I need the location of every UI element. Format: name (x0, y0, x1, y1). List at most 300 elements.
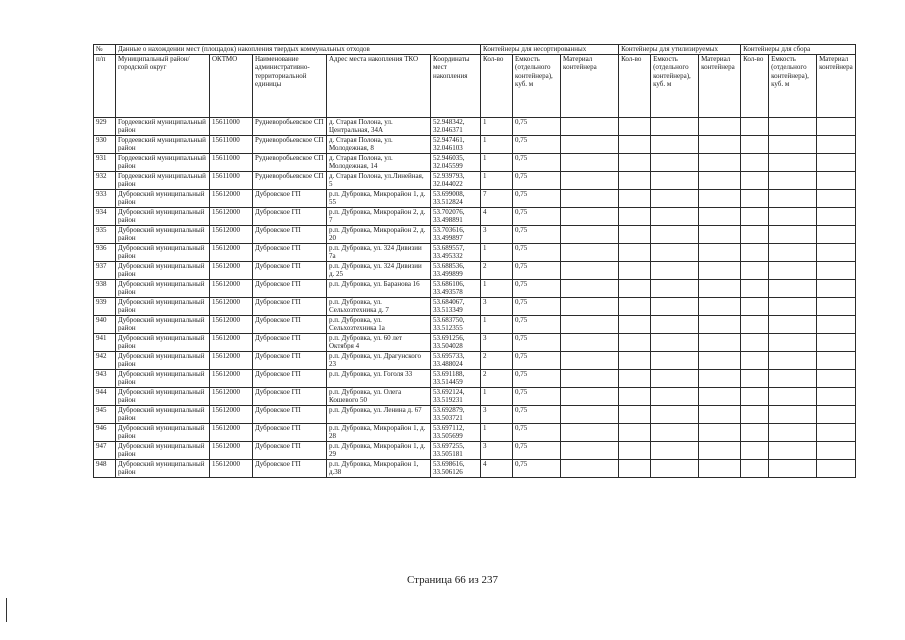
cell-collect-material (817, 153, 856, 171)
cell-address: р.п. Дубровка, ул. Олега Кошевого 50 (327, 387, 431, 405)
table-row (94, 315, 856, 333)
cell-unit: Дубровское ГП (253, 225, 327, 243)
coord-lat: 52.946035, (433, 153, 465, 162)
header-group-recycle: Контейнеры для утилизируемых (619, 45, 741, 55)
cell-collect-material (817, 333, 856, 351)
cell-collect-count (741, 459, 769, 477)
coord-lat: 53.692124, (433, 387, 465, 396)
cell-count: 1 (481, 279, 513, 297)
coord-lat: 53.692879, (433, 405, 465, 414)
coord-lon: 33.513349 (433, 306, 463, 314)
header-count: Кол-во (619, 54, 651, 117)
row-number: 944 (94, 387, 116, 405)
cell-volume: 0,75 (513, 369, 561, 387)
cell-collect-material (817, 315, 856, 333)
cell-unit: Дубровское ГП (253, 207, 327, 225)
cell-material (561, 459, 619, 477)
cell-collect-volume (769, 333, 817, 351)
cell-collect-count (741, 279, 769, 297)
cell-recycle-count (619, 405, 651, 423)
cell-district: Гордеевский муниципальный район (116, 171, 210, 189)
row-number: 948 (94, 459, 116, 477)
cell-collect-count (741, 333, 769, 351)
cell-recycle-count (619, 189, 651, 207)
coord-lat: 53.697112, (433, 423, 465, 432)
cell-recycle-volume (651, 333, 699, 351)
cell-address: р.п. Дубровка, ул. 324 Дивизии 7а (327, 243, 431, 261)
cell-count: 1 (481, 315, 513, 333)
table-row (94, 351, 856, 369)
cell-district: Дубровский муниципальный район (116, 207, 210, 225)
coord-lon: 33.493578 (433, 288, 463, 296)
header-count: Кол-во (481, 54, 513, 117)
coord-lat: 52.939793, (433, 171, 465, 180)
coord-lon: 33.498891 (433, 216, 463, 224)
cell-coords (431, 261, 481, 279)
cell-count: 1 (481, 153, 513, 171)
cell-address: д. Старая Полона, ул. Молодежная, 8 (327, 135, 431, 153)
cell-collect-material (817, 189, 856, 207)
coord-lon: 33.505699 (433, 432, 463, 440)
cell-collect-volume (769, 189, 817, 207)
cell-count: 3 (481, 297, 513, 315)
cell-collect-volume (769, 117, 817, 135)
cell-recycle-count (619, 297, 651, 315)
cell-collect-volume (769, 171, 817, 189)
cell-collect-volume (769, 243, 817, 261)
cell-recycle-count (619, 333, 651, 351)
cell-recycle-volume (651, 135, 699, 153)
cell-collect-count (741, 387, 769, 405)
row-number: 931 (94, 153, 116, 171)
cell-material (561, 261, 619, 279)
cell-district: Дубровский муниципальный район (116, 369, 210, 387)
cell-collect-volume (769, 369, 817, 387)
cell-material (561, 207, 619, 225)
row-number: 943 (94, 369, 116, 387)
cell-oktmo: 15612000 (210, 459, 253, 477)
cell-collect-material (817, 459, 856, 477)
coord-lon: 33.499897 (433, 234, 463, 242)
cell-count: 1 (481, 117, 513, 135)
cell-unit: Дубровское ГП (253, 333, 327, 351)
cell-collect-count (741, 297, 769, 315)
cell-collect-material (817, 135, 856, 153)
cell-material (561, 189, 619, 207)
cell-collect-volume (769, 279, 817, 297)
cell-district: Дубровский муниципальный район (116, 297, 210, 315)
cell-unit: Дубровское ГП (253, 279, 327, 297)
cell-material (561, 117, 619, 135)
cell-volume: 0,75 (513, 333, 561, 351)
cell-count: 2 (481, 369, 513, 387)
cell-address: р.п. Дубровка, ул. Сельхозтехника 1а (327, 315, 431, 333)
cell-oktmo: 15612000 (210, 207, 253, 225)
cell-coords (431, 243, 481, 261)
header-volume: Емкость (отдельного контейнера), куб. м (651, 54, 699, 117)
cell-coords (431, 405, 481, 423)
cell-address: р.п. Дубровка, ул. Баранова 16 (327, 279, 431, 297)
cell-collect-volume (769, 297, 817, 315)
cell-volume: 0,75 (513, 153, 561, 171)
cell-oktmo: 15612000 (210, 279, 253, 297)
coord-lon: 33.512355 (433, 324, 463, 332)
cell-material (561, 423, 619, 441)
cell-collect-count (741, 261, 769, 279)
cell-district: Гордеевский муниципальный район (116, 153, 210, 171)
cell-recycle-count (619, 261, 651, 279)
cell-address: р.п. Дубровка, ул. Гоголя 33 (327, 369, 431, 387)
header-group-data: Данные о нахождении мест (площадок) накопления твердых коммунальных отходов (116, 45, 481, 55)
cell-material (561, 279, 619, 297)
cell-recycle-volume (651, 225, 699, 243)
cell-district: Дубровский муниципальный район (116, 189, 210, 207)
cell-collect-material (817, 441, 856, 459)
coord-lat: 53.698616, (433, 459, 465, 468)
cell-count: 7 (481, 189, 513, 207)
cell-collect-count (741, 243, 769, 261)
row-number: 935 (94, 225, 116, 243)
cell-volume: 0,75 (513, 351, 561, 369)
cell-collect-material (817, 279, 856, 297)
table-row (94, 387, 856, 405)
cell-material (561, 351, 619, 369)
cell-recycle-material (699, 369, 741, 387)
cell-recycle-material (699, 135, 741, 153)
cell-coords (431, 441, 481, 459)
cell-coords (431, 333, 481, 351)
cell-count: 2 (481, 351, 513, 369)
cell-unit: Дубровское ГП (253, 189, 327, 207)
coord-lat: 53.691188, (433, 369, 465, 378)
cell-district: Дубровский муниципальный район (116, 279, 210, 297)
cell-address: р.п. Дубровка, Микрорайон 2, д. 20 (327, 225, 431, 243)
cell-address: р.п. Дубровка, ул. Сельхозтехника д. 7 (327, 297, 431, 315)
table-row (94, 153, 856, 171)
cell-oktmo: 15612000 (210, 441, 253, 459)
cell-coords (431, 153, 481, 171)
cell-recycle-material (699, 387, 741, 405)
row-number: 947 (94, 441, 116, 459)
cell-recycle-count (619, 171, 651, 189)
cell-unit: Дубровское ГП (253, 243, 327, 261)
table-row (94, 423, 856, 441)
cell-oktmo: 15612000 (210, 315, 253, 333)
cell-recycle-material (699, 423, 741, 441)
cell-oktmo: 15611000 (210, 171, 253, 189)
coord-lon: 33.506126 (433, 468, 463, 476)
cell-coords (431, 135, 481, 153)
cell-collect-material (817, 225, 856, 243)
cell-district: Гордеевский муниципальный район (116, 135, 210, 153)
cell-recycle-count (619, 369, 651, 387)
header-material: Материал контейнера (561, 54, 619, 117)
cell-collect-material (817, 387, 856, 405)
cell-unit: Дубровское ГП (253, 369, 327, 387)
cell-coords (431, 279, 481, 297)
cell-count: 1 (481, 243, 513, 261)
cell-volume: 0,75 (513, 297, 561, 315)
cell-recycle-material (699, 225, 741, 243)
cell-collect-volume (769, 405, 817, 423)
cell-volume: 0,75 (513, 117, 561, 135)
cell-collect-volume (769, 423, 817, 441)
cell-volume: 0,75 (513, 459, 561, 477)
cell-material (561, 369, 619, 387)
cell-collect-count (741, 153, 769, 171)
coord-lon: 33.503721 (433, 414, 463, 422)
cell-district: Гордеевский муниципальный район (116, 117, 210, 135)
coord-lat: 53.684067, (433, 297, 465, 306)
cell-coords (431, 297, 481, 315)
cell-coords (431, 387, 481, 405)
cell-collect-volume (769, 351, 817, 369)
row-number: 932 (94, 171, 116, 189)
coord-lon: 33.519231 (433, 396, 463, 404)
cell-recycle-volume (651, 423, 699, 441)
table-row (94, 261, 856, 279)
cell-collect-volume (769, 207, 817, 225)
cell-recycle-count (619, 279, 651, 297)
header-group-unsorted: Контейнеры для несортированных (481, 45, 619, 55)
cell-unit: Дубровское ГП (253, 261, 327, 279)
coord-lat: 53.697255, (433, 441, 465, 450)
cell-unit: Рудневоробьевское СП (253, 171, 327, 189)
cell-recycle-volume (651, 315, 699, 333)
cell-coords (431, 117, 481, 135)
row-number: 946 (94, 423, 116, 441)
cell-collect-material (817, 207, 856, 225)
coord-lon: 32.045599 (433, 162, 463, 170)
cell-oktmo: 15612000 (210, 189, 253, 207)
row-number: 934 (94, 207, 116, 225)
cell-recycle-count (619, 207, 651, 225)
cell-collect-material (817, 171, 856, 189)
cell-collect-volume (769, 261, 817, 279)
cell-recycle-volume (651, 459, 699, 477)
cell-coords (431, 423, 481, 441)
cell-recycle-count (619, 423, 651, 441)
cell-recycle-count (619, 153, 651, 171)
cell-unit: Дубровское ГП (253, 459, 327, 477)
cell-collect-count (741, 225, 769, 243)
cell-collect-material (817, 369, 856, 387)
cell-oktmo: 15612000 (210, 387, 253, 405)
cell-collect-volume (769, 225, 817, 243)
cell-address: р.п. Дубровка, Микрорайон 2, д. 7 (327, 207, 431, 225)
coord-lat: 53.683750, (433, 315, 465, 324)
header-material: Материал контейнера (699, 54, 741, 117)
header-material: Материал контейнера (817, 54, 856, 117)
cell-material (561, 243, 619, 261)
cell-address: д. Старая Полона, ул. Молодежная, 14 (327, 153, 431, 171)
cell-recycle-count (619, 315, 651, 333)
row-number: 929 (94, 117, 116, 135)
coord-lat: 52.948342, (433, 117, 465, 126)
cell-material (561, 297, 619, 315)
table-row (94, 459, 856, 477)
cell-recycle-material (699, 351, 741, 369)
header-group-collect: Контейнеры для сбора (741, 45, 856, 55)
cell-oktmo: 15611000 (210, 117, 253, 135)
row-number: 930 (94, 135, 116, 153)
cell-coords (431, 459, 481, 477)
cell-unit: Дубровское ГП (253, 315, 327, 333)
coord-lat: 53.689557, (433, 243, 465, 252)
cell-recycle-volume (651, 117, 699, 135)
cell-recycle-count (619, 135, 651, 153)
header-address: Адрес места накопления ТКО (327, 54, 431, 117)
cell-recycle-volume (651, 153, 699, 171)
cell-volume: 0,75 (513, 315, 561, 333)
cell-material (561, 441, 619, 459)
page-number: Страница 66 из 237 (406, 574, 499, 586)
header-volume: Емкость (отдельного контейнера), куб. м (769, 54, 817, 117)
cell-oktmo: 15612000 (210, 297, 253, 315)
cell-address: р.п. Дубровка, Микрорайон 1, д. 55 (327, 189, 431, 207)
coord-lon: 33.499899 (433, 270, 463, 278)
cell-collect-count (741, 171, 769, 189)
cell-collect-volume (769, 441, 817, 459)
waste-sites-table (93, 44, 856, 478)
cell-address: р.п. Дубровка, Микрорайон 1, д. 28 (327, 423, 431, 441)
table-row (94, 189, 856, 207)
cell-unit: Рудневоробьевское СП (253, 135, 327, 153)
cell-volume: 0,75 (513, 405, 561, 423)
cell-oktmo: 15612000 (210, 351, 253, 369)
coord-lat: 53.702076, (433, 207, 465, 216)
coord-lat: 53.699008, (433, 189, 465, 198)
coord-lat: 52.947461, (433, 135, 465, 144)
cell-recycle-material (699, 189, 741, 207)
cell-volume: 0,75 (513, 441, 561, 459)
cell-collect-count (741, 189, 769, 207)
cell-collect-volume (769, 387, 817, 405)
cell-unit: Рудневоробьевское СП (253, 153, 327, 171)
cell-district: Дубровский муниципальный район (116, 441, 210, 459)
row-number: 940 (94, 315, 116, 333)
cell-volume: 0,75 (513, 189, 561, 207)
header-district: Муниципальный район/городской округ (116, 54, 210, 117)
cell-recycle-material (699, 315, 741, 333)
cell-district: Дубровский муниципальный район (116, 243, 210, 261)
cell-recycle-count (619, 243, 651, 261)
cell-recycle-volume (651, 261, 699, 279)
cell-recycle-material (699, 441, 741, 459)
cell-collect-count (741, 405, 769, 423)
row-number: 933 (94, 189, 116, 207)
table-row (94, 135, 856, 153)
table-row (94, 369, 856, 387)
cell-recycle-material (699, 117, 741, 135)
header-oktmo: ОКТМО (210, 54, 253, 117)
cell-count: 1 (481, 135, 513, 153)
header-unit: Наименование административно-территориальной единицы (253, 54, 327, 117)
row-number: 941 (94, 333, 116, 351)
cell-recycle-material (699, 261, 741, 279)
cell-recycle-count (619, 117, 651, 135)
cell-material (561, 405, 619, 423)
cell-coords (431, 189, 481, 207)
cell-address: р.п. Дубровка, ул. Драгунского 23 (327, 351, 431, 369)
table-row (94, 405, 856, 423)
header-volume: Емкость (отдельного контейнера), куб. м (513, 54, 561, 117)
cell-oktmo: 15612000 (210, 243, 253, 261)
cell-volume: 0,75 (513, 207, 561, 225)
cell-recycle-count (619, 459, 651, 477)
cell-oktmo: 15612000 (210, 261, 253, 279)
cell-collect-count (741, 369, 769, 387)
cell-collect-material (817, 117, 856, 135)
cell-volume: 0,75 (513, 225, 561, 243)
cell-recycle-volume (651, 369, 699, 387)
cell-collect-material (817, 297, 856, 315)
cell-coords (431, 351, 481, 369)
cell-unit: Дубровское ГП (253, 387, 327, 405)
cell-recycle-material (699, 333, 741, 351)
cell-material (561, 135, 619, 153)
cell-district: Дубровский муниципальный район (116, 387, 210, 405)
cell-collect-volume (769, 153, 817, 171)
cell-unit: Дубровское ГП (253, 351, 327, 369)
cell-district: Дубровский муниципальный район (116, 459, 210, 477)
cell-unit: Дубровское ГП (253, 423, 327, 441)
header-coords: Координаты мест накопления (431, 54, 481, 117)
cell-district: Дубровский муниципальный район (116, 423, 210, 441)
cell-recycle-volume (651, 243, 699, 261)
cell-oktmo: 15612000 (210, 405, 253, 423)
coord-lat: 53.691256, (433, 333, 465, 342)
cell-material (561, 333, 619, 351)
cell-collect-volume (769, 135, 817, 153)
cell-recycle-volume (651, 387, 699, 405)
cell-material (561, 225, 619, 243)
coord-lon: 33.514459 (433, 378, 463, 386)
cell-recycle-volume (651, 351, 699, 369)
cell-volume: 0,75 (513, 135, 561, 153)
cell-recycle-material (699, 207, 741, 225)
cell-address: д. Старая Полона, ул. Центральная, 34А (327, 117, 431, 135)
cell-count: 3 (481, 333, 513, 351)
cell-recycle-count (619, 225, 651, 243)
cell-coords (431, 207, 481, 225)
cell-address: р.п. Дубровка, ул. 324 Дивизии д. 25 (327, 261, 431, 279)
cell-oktmo: 15612000 (210, 369, 253, 387)
coord-lat: 53.686106, (433, 279, 465, 288)
cell-recycle-volume (651, 189, 699, 207)
coord-lon: 33.505181 (433, 450, 463, 458)
cell-collect-material (817, 243, 856, 261)
cell-recycle-material (699, 171, 741, 189)
cell-count: 1 (481, 423, 513, 441)
cell-coords (431, 171, 481, 189)
cell-unit: Рудневоробьевское СП (253, 117, 327, 135)
cell-oktmo: 15611000 (210, 153, 253, 171)
cell-recycle-volume (651, 297, 699, 315)
cell-collect-material (817, 261, 856, 279)
table-row (94, 279, 856, 297)
table-row (94, 207, 856, 225)
table-row (94, 333, 856, 351)
cell-collect-material (817, 351, 856, 369)
cell-material (561, 387, 619, 405)
cell-unit: Дубровское ГП (253, 441, 327, 459)
cell-address: р.п. Дубровка, Микрорайон 1, д.38 (327, 459, 431, 477)
cell-coords (431, 369, 481, 387)
cell-count: 2 (481, 261, 513, 279)
cell-collect-count (741, 441, 769, 459)
cell-collect-count (741, 423, 769, 441)
